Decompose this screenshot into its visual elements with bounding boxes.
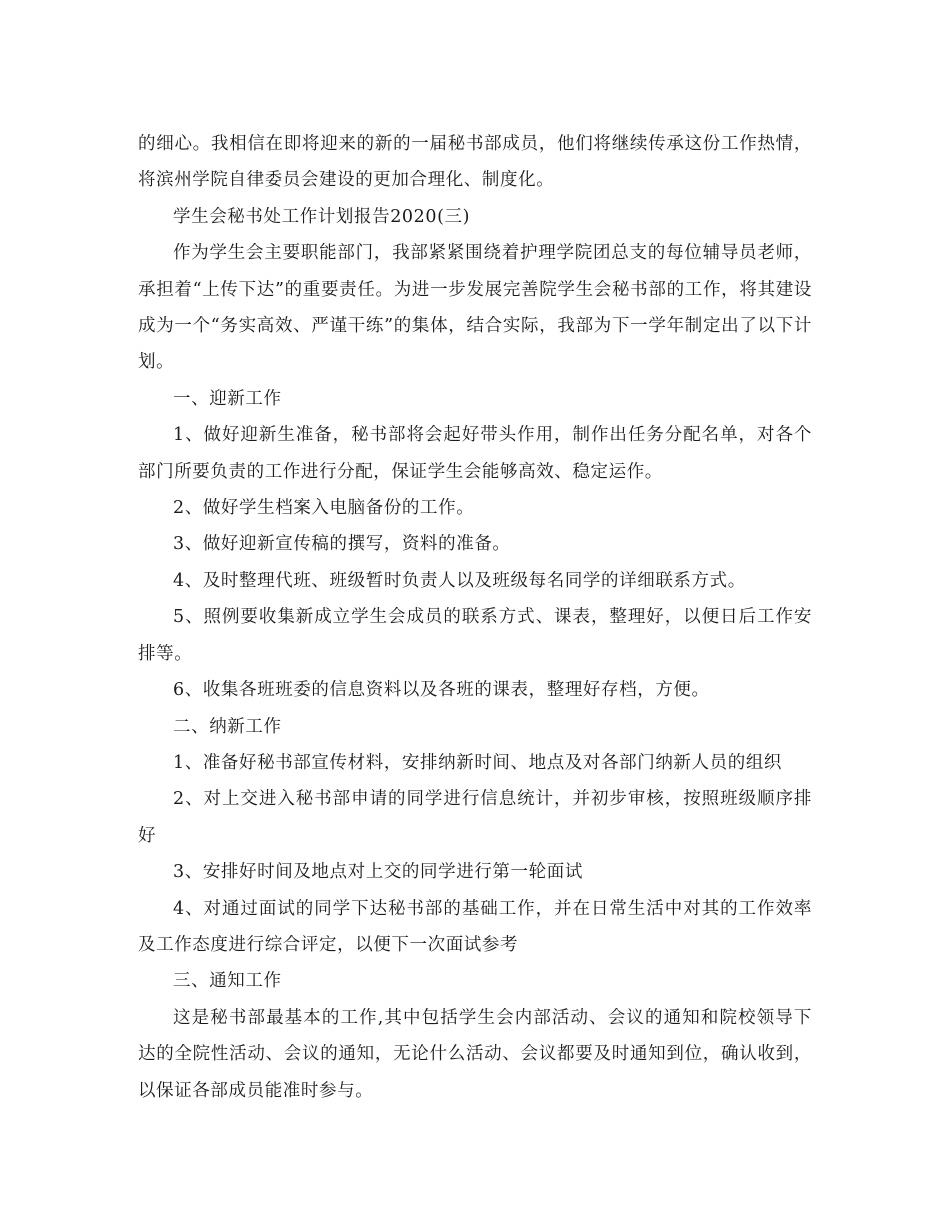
- list-item: 6、收集各班班委的信息资料以及各班的课表，整理好存档，方便。: [173, 680, 710, 701]
- section-title: 学生会秘书处工作计划报告2020(三): [173, 206, 471, 227]
- list-item: 4、对通过面试的同学下达秘书部的基础工作，并在日常生活中对其的工作效率及工作态度进行综合评定，以便下一次面试参考: [138, 898, 812, 955]
- paragraph-notification: 这是秘书部最基本的工作,其中包括学生会内部活动、会议的通知和院校领导下达的全院性活动、会议的通知，无论什么活动、会议都要及时通知到位，确认收到，以保证各部成员能准时参与。: [138, 1007, 812, 1101]
- list-item: 4、及时整理代班、班级暂时负责人以及班级每名同学的详细联系方式。: [173, 570, 746, 591]
- list-item: 5、照例要收集新成立学生会成员的联系方式、课表，整理好，以便日后工作安排等。: [138, 607, 812, 664]
- heading-recruitment-work: 二、纳新工作: [173, 716, 282, 737]
- list-item: 2、做好学生档案入电脑备份的工作。: [173, 498, 475, 519]
- heading-notification-work: 三、通知工作: [173, 971, 282, 992]
- heading-welcome-work: 一、迎新工作: [173, 388, 282, 409]
- paragraph-intro: 作为学生会主要职能部门，我部紧紧围绕着护理学院团总支的每位辅导员老师，承担着“上传下达”的重要责任。为进一步发展完善院学生会秘书部的工作，将其建设成为一个“务实高效、严谨干练”的集体，结合实际，我部为下一学年制定出了以下计划。: [138, 243, 812, 373]
- list-item: 2、对上交进入秘书部申请的同学进行信息统计，并初步审核，按照班级顺序排好: [138, 789, 812, 846]
- document-body: [138, 126, 812, 1109]
- list-item: 3、安排好时间及地点对上交的同学进行第一轮面试: [173, 862, 583, 883]
- list-item: 3、做好迎新宣传稿的撰写，资料的准备。: [173, 534, 511, 555]
- paragraph-continuation: 的细心。我相信在即将迎来的新的一届秘书部成员，他们将继续传承这份工作热情，将滨州学院自律委员会建设的更加合理化、制度化。: [138, 134, 812, 191]
- list-item: 1、做好迎新生准备，秘书部将会起好带头作用，制作出任务分配名单，对各个部门所要负责的工作进行分配，保证学生会能够高效、稳定运作。: [138, 425, 812, 482]
- list-item: 1、准备好秘书部宣传材料，安排纳新时间、地点及对各部门纳新人员的组织: [173, 752, 783, 773]
